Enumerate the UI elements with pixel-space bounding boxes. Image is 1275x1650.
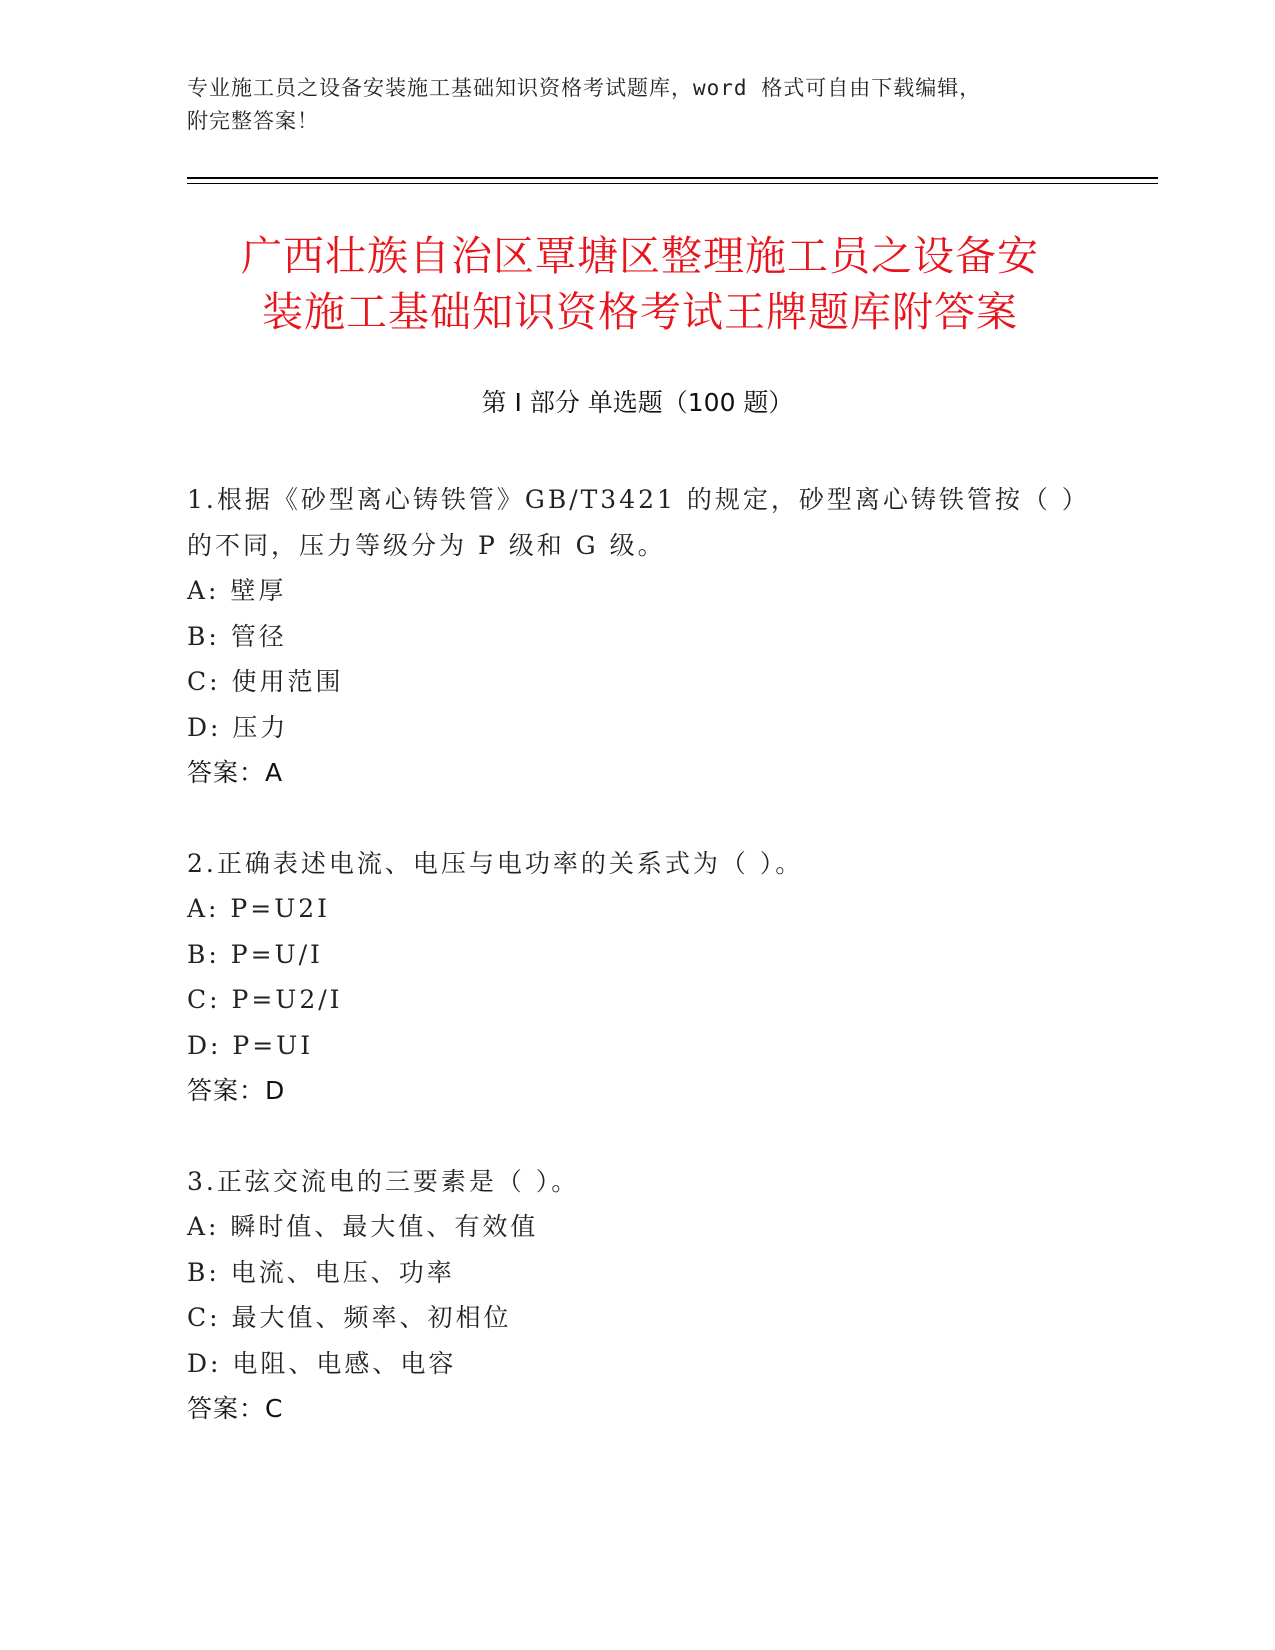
- header-divider-thin: [187, 183, 1158, 184]
- question-1-option-c: C: 使用范围: [187, 667, 344, 696]
- header-note: [187, 72, 1067, 138]
- question-list: [187, 477, 1090, 1477]
- question-2-option-a: A: P=U2I: [187, 894, 331, 923]
- question-1-text-line-2: 的不同，压力等级分为 P 级和 G 级。: [187, 530, 666, 560]
- question-1-text-line-1: 1.根据《砂型离心铸铁管》GB/T3421 的规定，砂型离心铸铁管按（ ）: [187, 485, 1090, 514]
- question-1-option-a: A: 壁厚: [187, 576, 287, 605]
- question-3-option-a: A: 瞬时值、最大值、有效值: [187, 1212, 539, 1241]
- question-3: [187, 1159, 1087, 1432]
- question-3-answer: 答案：C: [187, 1394, 284, 1423]
- question-2-option-c: C: P=U2/I: [187, 985, 343, 1014]
- question-3-option-b: B: 电流、电压、功率: [187, 1257, 455, 1287]
- question-2: [187, 841, 1087, 1114]
- question-2-answer: 答案：D: [187, 1076, 286, 1105]
- question-1-answer: 答案：A: [187, 758, 284, 787]
- question-1-option-b: B: 管径: [187, 621, 287, 651]
- question-3-text-line-1: 3.正弦交流电的三要素是（ ）。: [187, 1166, 580, 1196]
- document-title: [130, 228, 1150, 340]
- question-1-option-d: D: 压力: [187, 712, 289, 742]
- title-line-2: 装施工基础知识资格考试王牌题库附答案: [262, 288, 1018, 336]
- header-note-line-1: 专业施工员之设备安装施工基础知识资格考试题库，word 格式可自由下载编辑，: [187, 76, 982, 100]
- question-1: [187, 477, 1090, 796]
- question-3-option-c: C: 最大值、频率、初相位: [187, 1303, 512, 1332]
- title-line-1: 广西壮族自治区覃塘区整理施工员之设备安: [241, 232, 1039, 280]
- header-note-line-2: 附完整答案！: [187, 109, 319, 133]
- section-heading: 第 I 部分 单选题（100 题）: [481, 388, 794, 417]
- question-2-text-line-1: 2.正确表述电流、电压与电功率的关系式为（ ）。: [187, 848, 804, 878]
- header-divider-thick: [187, 177, 1158, 179]
- question-2-option-b: B: P=U/I: [187, 939, 323, 969]
- question-2-option-d: D: P=UI: [187, 1030, 314, 1060]
- question-3-option-d: D: 电阻、电感、电容: [187, 1348, 457, 1378]
